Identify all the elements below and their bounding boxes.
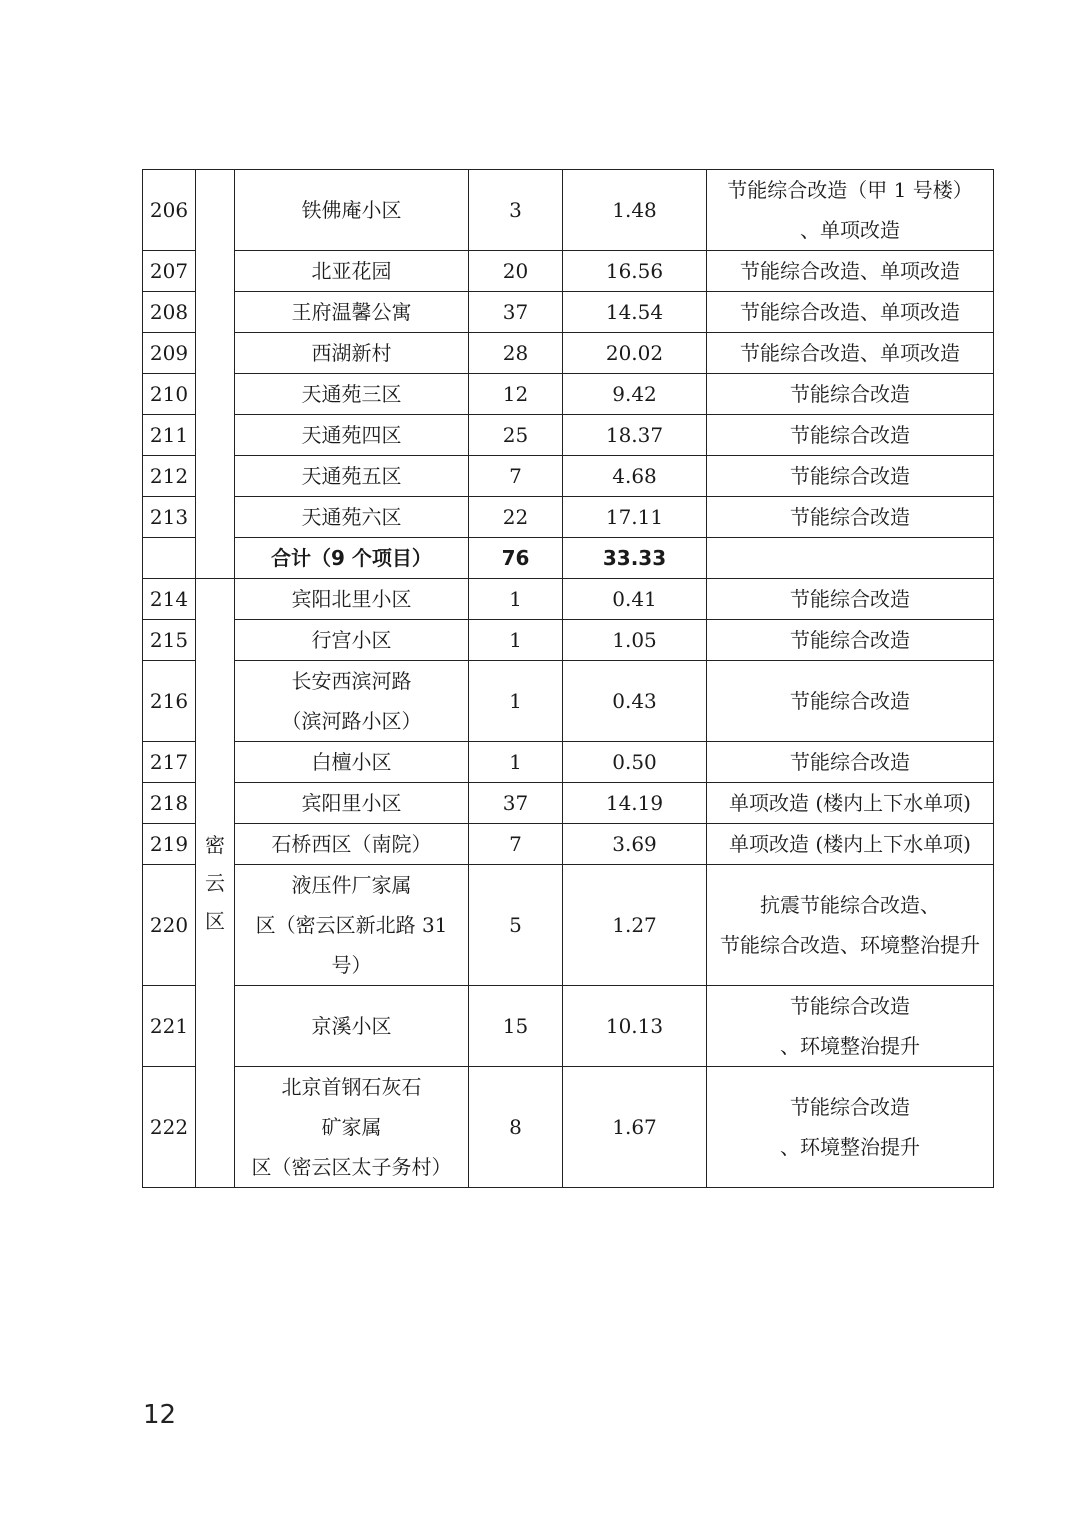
table-row [143, 292, 994, 333]
table-row [143, 374, 994, 415]
cell-area: 1.27 [563, 865, 707, 986]
cell-content: 节能综合改造 、环境整治提升 [707, 986, 994, 1067]
cell-content: 单项改造 (楼内上下水单项) [707, 783, 994, 824]
cell-name: 京溪小区 [235, 986, 469, 1067]
cell-no: 209 [143, 333, 196, 374]
cell-content: 抗震节能综合改造、 节能综合改造、环境整治提升 [707, 865, 994, 986]
cell-content: 单项改造 (楼内上下水单项) [707, 824, 994, 865]
cell-area: 17.11 [563, 497, 707, 538]
cell-name: 合计（9 个项目） [235, 538, 469, 579]
cell-buildings: 22 [469, 497, 563, 538]
cell-name: 王府温馨公寓 [235, 292, 469, 333]
data-table [142, 169, 994, 1188]
cell-content: 节能综合改造 [707, 456, 994, 497]
cell-content: 节能综合改造 [707, 497, 994, 538]
table-row [143, 333, 994, 374]
cell-name: 石桥西区（南院） [235, 824, 469, 865]
subtotal-row [143, 538, 994, 579]
cell-area: 1.05 [563, 620, 707, 661]
table-row [143, 865, 994, 986]
cell-area: 18.37 [563, 415, 707, 456]
cell-area: 9.42 [563, 374, 707, 415]
cell-area: 0.43 [563, 661, 707, 742]
cell-area: 4.68 [563, 456, 707, 497]
cell-no: 214 [143, 579, 196, 620]
cell-name: 西湖新村 [235, 333, 469, 374]
cell-no: 216 [143, 661, 196, 742]
cell-content: 节能综合改造 、环境整治提升 [707, 1067, 994, 1188]
table-row [143, 456, 994, 497]
cell-no: 218 [143, 783, 196, 824]
cell-buildings: 1 [469, 661, 563, 742]
cell-buildings: 7 [469, 456, 563, 497]
cell-buildings: 1 [469, 620, 563, 661]
table-row [143, 1067, 994, 1188]
cell-name: 天通苑三区 [235, 374, 469, 415]
cell-name: 宾阳北里小区 [235, 579, 469, 620]
cell-name: 白檀小区 [235, 742, 469, 783]
cell-content [707, 538, 994, 579]
cell-no: 221 [143, 986, 196, 1067]
cell-buildings: 37 [469, 292, 563, 333]
cell-area: 0.50 [563, 742, 707, 783]
cell-district [196, 170, 235, 579]
cell-area: 14.19 [563, 783, 707, 824]
cell-buildings: 1 [469, 579, 563, 620]
cell-area: 1.48 [563, 170, 707, 251]
cell-content: 节能综合改造（甲 1 号楼） 、单项改造 [707, 170, 994, 251]
cell-no: 208 [143, 292, 196, 333]
table-row [143, 620, 994, 661]
cell-buildings: 3 [469, 170, 563, 251]
cell-area: 14.54 [563, 292, 707, 333]
table-row [143, 742, 994, 783]
cell-district: 密 云 区 [196, 579, 235, 1188]
cell-name: 行宫小区 [235, 620, 469, 661]
cell-area: 10.13 [563, 986, 707, 1067]
cell-content: 节能综合改造 [707, 742, 994, 783]
cell-no: 219 [143, 824, 196, 865]
table-row [143, 415, 994, 456]
cell-buildings: 12 [469, 374, 563, 415]
table-row [143, 661, 994, 742]
cell-name: 天通苑五区 [235, 456, 469, 497]
cell-no: 210 [143, 374, 196, 415]
cell-name: 天通苑六区 [235, 497, 469, 538]
cell-name: 宾阳里小区 [235, 783, 469, 824]
cell-area: 3.69 [563, 824, 707, 865]
table-row [143, 986, 994, 1067]
cell-no: 222 [143, 1067, 196, 1188]
cell-content: 节能综合改造 [707, 415, 994, 456]
cell-no: 207 [143, 251, 196, 292]
cell-area: 1.67 [563, 1067, 707, 1188]
table-row [143, 824, 994, 865]
cell-content: 节能综合改造、单项改造 [707, 292, 994, 333]
cell-content: 节能综合改造 [707, 661, 994, 742]
table-row [143, 170, 994, 251]
cell-no: 211 [143, 415, 196, 456]
cell-area: 0.41 [563, 579, 707, 620]
cell-buildings: 15 [469, 986, 563, 1067]
cell-content: 节能综合改造、单项改造 [707, 333, 994, 374]
cell-buildings: 20 [469, 251, 563, 292]
cell-content: 节能综合改造 [707, 579, 994, 620]
cell-content: 节能综合改造 [707, 374, 994, 415]
cell-no: 213 [143, 497, 196, 538]
cell-buildings: 7 [469, 824, 563, 865]
cell-name: 液压件厂家属 区（密云区新北路 31 号） [235, 865, 469, 986]
cell-buildings: 76 [469, 538, 563, 579]
cell-no: 212 [143, 456, 196, 497]
cell-buildings: 5 [469, 865, 563, 986]
page-number: 12 [143, 1400, 177, 1430]
cell-no: 215 [143, 620, 196, 661]
cell-no: 206 [143, 170, 196, 251]
cell-area: 16.56 [563, 251, 707, 292]
cell-buildings: 1 [469, 742, 563, 783]
cell-no [143, 538, 196, 579]
cell-content: 节能综合改造 [707, 620, 994, 661]
cell-buildings: 28 [469, 333, 563, 374]
cell-area: 33.33 [563, 538, 707, 579]
cell-no: 220 [143, 865, 196, 986]
cell-buildings: 37 [469, 783, 563, 824]
cell-name: 铁佛庵小区 [235, 170, 469, 251]
cell-area: 20.02 [563, 333, 707, 374]
table-row [143, 579, 994, 620]
table-row [143, 251, 994, 292]
cell-buildings: 25 [469, 415, 563, 456]
cell-name: 长安西滨河路 （滨河路小区） [235, 661, 469, 742]
table-row [143, 497, 994, 538]
cell-content: 节能综合改造、单项改造 [707, 251, 994, 292]
cell-name: 北京首钢石灰石 矿家属 区（密云区太子务村） [235, 1067, 469, 1188]
table-row [143, 783, 994, 824]
cell-no: 217 [143, 742, 196, 783]
cell-name: 天通苑四区 [235, 415, 469, 456]
cell-name: 北亚花园 [235, 251, 469, 292]
cell-buildings: 8 [469, 1067, 563, 1188]
